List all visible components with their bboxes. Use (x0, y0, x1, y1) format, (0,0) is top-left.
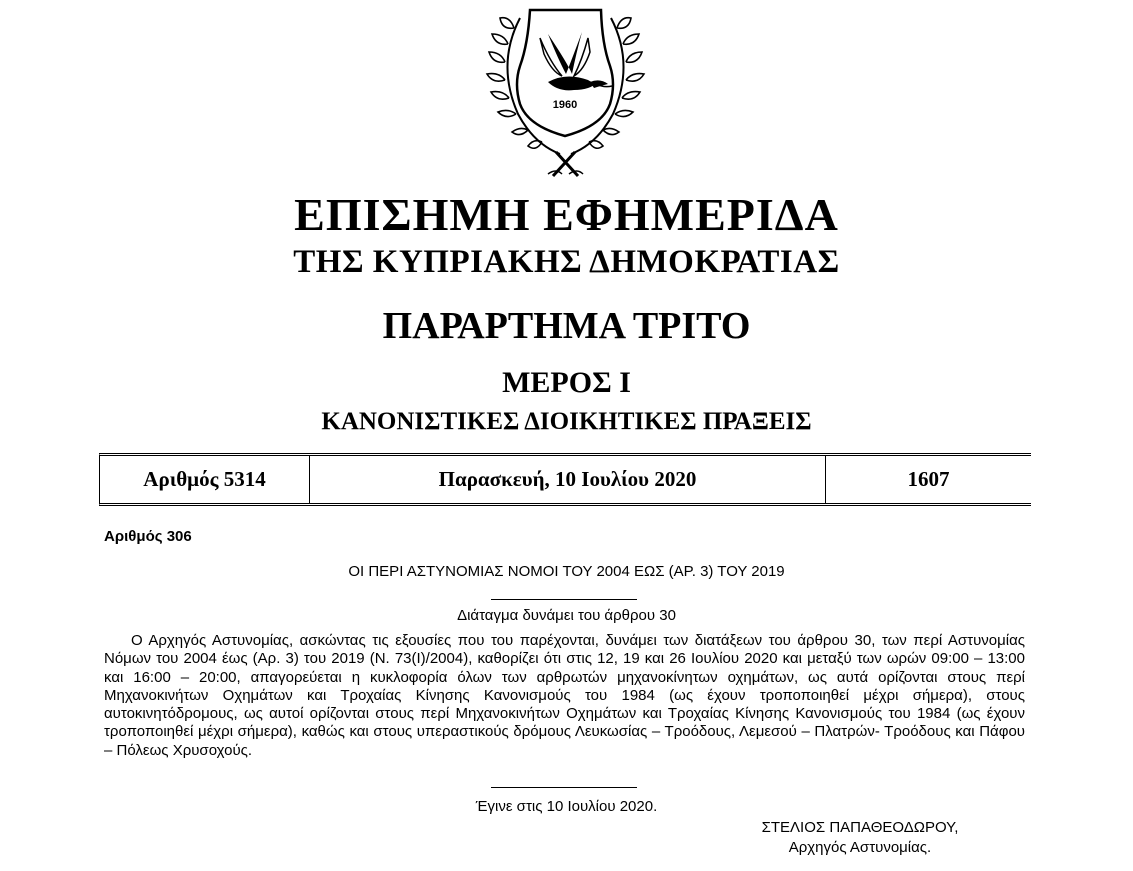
issued-date: Έγινε στις 10 Ιουλίου 2020. (475, 798, 658, 815)
signatory-title: Αρχηγός Αστυνομίας. (788, 839, 932, 856)
order-subtitle: Διάταγμα δυνάμει του άρθρου 30 (457, 607, 676, 624)
cyprus-coat-of-arms-icon (478, 4, 653, 182)
part-title: ΜΕΡΟΣ Ι (502, 366, 631, 399)
law-title: ΟΙ ΠΕΡΙ ΑΣΤΥΝΟΜΙΑΣ ΝΟΜΟΙ ΤΟΥ 2004 ΕΩΣ (ΑΡ. 3) ΤΟΥ 2019 (348, 563, 785, 580)
signature-block (730, 818, 990, 858)
signatory-name: ΣΤΕΛΙΟΣ ΠΑΠΑΘΕΟΔΩΡΟΥ, (761, 819, 959, 836)
order-body: Ο Αρχηγός Αστυνομίας, ασκώντας τις εξουσίες που του παρέχονται, δυνάμει των διατάξεων του άρθρου 30, των περί Αστυνομίας Νόμων του 2004 έως (Αρ. 3) του 2019 (Ν. 73(Ι)/2004), καθορίζει ότι στις 12, 19 και 26 Ιουλίου 2020 και μεταξύ των ωρών 09:00 – 13:00 και 16:00 – 20:00, απαγορεύεται η κυκλοφορία όλων των αρθρωτών μηχανοκίνητων οχημάτων, ως αυτά ορίζονται στους περί Μηχανοκινήτων Οχημάτων και Τροχαίας Κίνησης Κανονισμούς του 1984 (ως έχουν τροποποιηθεί μέχρι σήμερα), στους αυτοκινητόδρομους, ως αυτοί ορίζονται στους περί Μηχανοκινήτων Οχημάτων και Τροχαίας Κίνησης Κανονισμούς του 1984 (ως έχουν τροποποιηθεί μέχρι σήμερα), καθώς και στους υπεραστικούς δρόμους Λευκωσίας – Τροόδους, Λεμεσού – Πλατρών- Τροόδους και Πάφου – Πόλεως Χρυσοχούς. (104, 632, 1025, 759)
supplement-title: ΠΑΡΑΡΤΗΜΑ ΤΡΙΤΟ (382, 305, 751, 347)
divider (491, 599, 637, 600)
emblem-year: 1960 (552, 99, 578, 111)
issue-info-table (99, 453, 1031, 506)
notice-number: Αριθμός 306 (104, 528, 192, 545)
gazette-subtitle: ΤΗΣ ΚΥΠΡΙΑΚΗΣ ΔΗΜΟΚΡΑΤΙΑΣ (293, 244, 840, 280)
issue-date: Παρασκευή, 10 Ιουλίου 2020 (310, 456, 826, 503)
issue-number: Αριθμός 5314 (100, 456, 310, 503)
page-number: 1607 (907, 467, 950, 491)
gazette-title: ΕΠΙΣΗΜΗ ΕΦΗΜΕΡΙΔΑ (294, 189, 839, 240)
divider (491, 787, 637, 788)
section-title: ΚΑΝΟΝΙΣΤΙΚΕΣ ΔΙΟΙΚΗΤΙΚΕΣ ΠΡΑΞΕΙΣ (321, 408, 812, 435)
